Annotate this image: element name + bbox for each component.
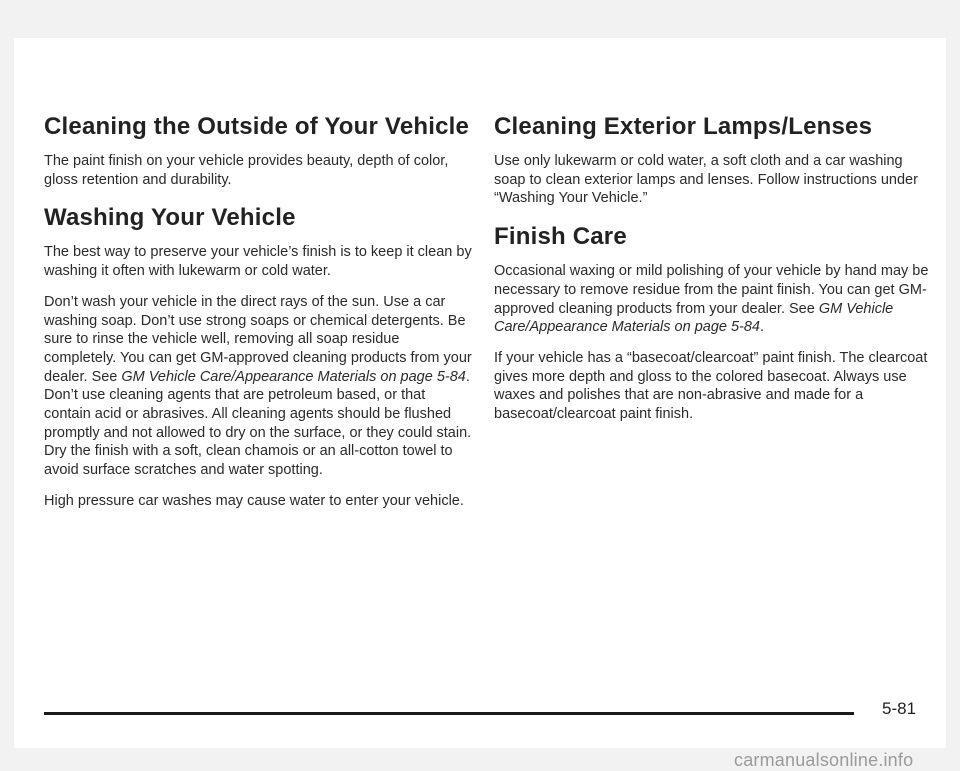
section-heading-cleaning-outside: Cleaning the Outside of Your Vehicle [44, 113, 470, 140]
paragraph-washing-instructions [44, 293, 474, 480]
footer-rule [44, 712, 854, 715]
left-column [44, 110, 474, 523]
waxing-text-a: Occasional waxing or mild polishing of your vehicle by hand may be necessary to remove residue from the paint finish. You can get GM-approved cleaning products from your dealer. See [494, 263, 929, 317]
paragraph-preserve-finish: The best way to preserve your vehicle’s finish is to keep it clean by washing it often with lukewarm or cold water. [44, 244, 472, 280]
paragraph-paint-finish: The paint finish on your vehicle provides beauty, depth of color, gloss retention and durability. [44, 153, 449, 188]
manual-page [14, 38, 946, 748]
paragraph-lamps-cleaning: Use only lukewarm or cold water, a soft cloth and a car washing soap to clean exterior lamps and lenses. Follow instructions under “Washing Your Vehicle.” [494, 153, 918, 207]
section-heading-finish-care: Finish Care [494, 223, 627, 251]
reference-care-materials-2: GM Vehicle Care/Appearance Materials on page 5-84 [494, 300, 894, 336]
reference-care-materials: GM Vehicle Care/Appearance Materials on page 5-84 [121, 368, 466, 385]
paragraph-basecoat: If your vehicle has a “basecoat/clearcoat” paint finish. The clearcoat gives more depth and gloss to the colored basecoat. Always use waxes and polishes that are non-abrasive and made for a basecoat/clearcoat paint finish. [494, 349, 928, 423]
paragraph-high-pressure: High pressure car washes may cause water to enter your vehicle. [44, 492, 464, 509]
washing-text-a: Don’t wash your vehicle in the direct rays of the sun. Use a car washing soap. Don’t use strong soaps or chemical detergents. Be sure to rinse the vehicle well, removing all soap residue completely. You can get GM-approved cleaning products from your dealer. See [44, 293, 472, 385]
section-heading-exterior-lamps: Cleaning Exterior Lamps/Lenses [494, 113, 873, 140]
watermark-text: carmanualsonline.info [734, 750, 914, 770]
paragraph-waxing [494, 262, 934, 337]
waxing-text-b: . [760, 319, 765, 336]
page-number: 5-81 [882, 699, 917, 718]
washing-text-b: . Don’t use cleaning agents that are petroleum based, or that contain acid or abrasives. All cleaning agents should be flushed promptly and not allowed to dry on the surface, or they could stain. Dry the finish with a soft, clean chamois or an all-cotton towel to avoid surface scratches and water spotting. [44, 368, 472, 479]
right-column [494, 110, 934, 436]
section-heading-washing: Washing Your Vehicle [44, 204, 296, 232]
